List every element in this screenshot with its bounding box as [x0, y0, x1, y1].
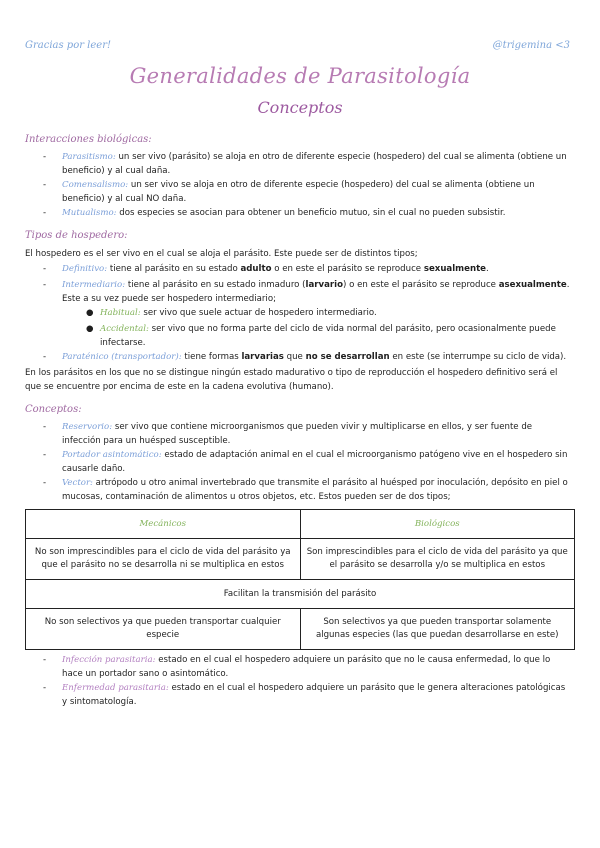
text: tiene al parásito en su estado — [107, 264, 241, 274]
list-item: - Reservorio: ser vivo que contiene microorganismos que pueden vivir y multiplicarse en ellos, y ser fuente de infección para un huésped susceptible. — [43, 422, 533, 446]
table-row — [26, 539, 575, 580]
list-item: - Portador asintomático: estado de adaptación animal en el cual el microorganismo patógeno vive en el hospedero sin causarle daño. — [43, 450, 568, 474]
definition: dos especies se asocian para obtener un beneficio mutuo, sin el cual no pueden subsistir. — [116, 208, 506, 218]
paragraph-intro: El hospedero es el ser vivo en el cual se aloja el parásito. Este puede ser de distintos tipos; — [25, 249, 418, 259]
bullet-habitual: ● Habitual: ser vivo que suele actuar de hospedero intermediario. — [86, 308, 377, 318]
text: que — [283, 352, 306, 362]
definition: un ser vivo (parásito) se aloja en otro de diferente especie (hospedero) del cual se alimenta (obtiene un beneficio) y al cual daña. — [62, 152, 567, 176]
definition: estado de adaptación animal en el cual el microorganismo patógeno vive en el hospedero sin causarle daño. — [62, 450, 568, 474]
list-item: - Enfermedad parasitaria: estado en el cual el hospedero adquiere un parásito que le genera alteraciones patológicas y sintomatología. — [43, 683, 566, 707]
table-row — [26, 580, 575, 609]
vector-table — [25, 509, 575, 650]
list-item: - Mutualismo: dos especies se asocian para obtener un beneficio mutuo, sin el cual no pueden subsistir. — [43, 208, 506, 218]
text: . Este a su vez puede ser hospedero intermediario; — [62, 280, 570, 304]
bold-text: sexualmente — [423, 264, 487, 274]
term: Infección parasitaria: — [62, 655, 156, 665]
term: Comensalismo: — [62, 180, 129, 190]
section-heading-tipos: Tipos de hospedero: — [25, 230, 128, 241]
term: Vector: — [62, 478, 93, 488]
text: ser vivo que suele actuar de hospedero intermediario. — [140, 308, 377, 318]
bold-text: larvarias — [241, 352, 284, 362]
term: Parasitismo: — [62, 152, 116, 162]
paragraph-closing: En los parásitos en los que no se distingue ningún estado madurativo o tipo de reproducción el hospedero definitivo será el que se encuentre por encima de este en la cadena evolutiva (humano). — [25, 368, 558, 392]
bullet-accidental: ● Accidental: ser vivo que no forma parte del ciclo de vida normal del parásito, pero ocasionalmente puede infectarse. — [86, 324, 556, 348]
bold-text: adulto — [240, 264, 272, 274]
text: en este (se interrumpe su ciclo de vida). — [389, 352, 567, 362]
table-header-cell: Biológicos — [300, 510, 575, 539]
list-item: - Infección parasitaria: estado en el cual el hospedero adquiere un parásito que no le causa enfermedad, lo que lo hace un portador sano o asintomático. — [43, 655, 551, 679]
section-heading-interacciones: Interacciones biológicas: — [25, 134, 152, 145]
list-item-intermediario: - Intermediario: tiene al parásito en su estado inmaduro (larvario) o en este el parásito se reproduce asexualmente. Este a su vez puede ser hospedero intermediario; — [43, 280, 570, 304]
term: Paraténico (transportador): — [62, 352, 182, 362]
table-header-row — [26, 510, 575, 539]
list-item-paratenico: - Paraténico (transportador): tiene formas larvarias que no se desarrollan en este (se interrumpe su ciclo de vida). — [43, 352, 567, 362]
section-heading-conceptos: Conceptos: — [25, 404, 82, 415]
bold-text: no se desarrollan — [305, 352, 390, 362]
text: tiene al parásito en su estado inmaduro ( — [125, 280, 306, 290]
table-cell: No son selectivos ya que pueden transportar cualquier especie — [26, 609, 301, 650]
bold-text: asexualmente — [498, 280, 567, 290]
text: ser vivo que no forma parte del ciclo de vida normal del parásito, pero ocasionalmente puede infectarse. — [100, 324, 556, 348]
text: o en este el parásito se reproduce — [271, 264, 424, 274]
bold-text: larvario — [305, 280, 344, 290]
term: Habitual: — [100, 308, 141, 318]
term: Reservorio: — [62, 422, 113, 432]
term: Accidental: — [100, 324, 149, 334]
list-item: - Vector: artrópodo u otro animal invertebrado que transmite el parásito al huésped por inoculación, depósito en piel o mucosas, contaminación de alimentos u otros objetos, etc. Estos pueden ser de dos tipos; — [43, 478, 568, 502]
text: ) o en este el parásito se reproduce — [343, 280, 499, 290]
header-left-text: Gracias por leer! — [25, 40, 112, 51]
list-item-definitivo: - Definitivo: tiene al parásito en su estado adulto o en este el parásito se reproduce sexualmente. — [43, 264, 489, 274]
text: . — [486, 264, 489, 274]
term: Mutualismo: — [62, 208, 117, 218]
text: tiene formas — [181, 352, 242, 362]
term: Definitivo: — [62, 264, 108, 274]
page-title: Generalidades de Parasitología — [129, 64, 471, 88]
table-header-cell: Mecánicos — [26, 510, 301, 539]
header-right-text: @trigemina <3 — [492, 40, 570, 51]
table-row — [26, 609, 575, 650]
term: Intermediario: — [62, 280, 126, 290]
page-subtitle: Conceptos — [257, 98, 343, 117]
list-item: - Comensalismo: un ser vivo se aloja en otro de diferente especie (hospedero) del cual se alimenta (obtiene un beneficio) y al cual NO daña. — [43, 180, 535, 204]
definition: estado en el cual el hospedero adquiere un parásito que no le causa enfermedad, lo que lo hace un portador sano o asintomático. — [62, 655, 551, 679]
term: Portador asintomático: — [62, 450, 162, 460]
definition: artrópodo u otro animal invertebrado que transmite el parásito al huésped por inoculación, depósito en piel o mucosas, contaminación de alimentos u otros objetos, etc. Estos pueden ser de dos tipos; — [62, 478, 568, 502]
table-cell: Son selectivos ya que pueden transportar solamente algunas especies (las que puedan desarrollarse en este) — [300, 609, 575, 650]
term: Enfermedad parasitaria: — [62, 683, 169, 693]
table-cell-shared: Facilitan la transmisión del parásito — [26, 580, 575, 609]
table-cell: Son imprescindibles para el ciclo de vida del parásito ya que el parásito se desarrolla y/o se multiplica en estos — [300, 539, 575, 580]
definition: ser vivo que contiene microorganismos que pueden vivir y multiplicarse en ellos, y ser fuente de infección para un huésped susceptible. — [62, 422, 533, 446]
definition: un ser vivo se aloja en otro de diferente especie (hospedero) del cual se alimenta (obtiene un beneficio) y al cual NO daña. — [62, 180, 535, 204]
table-cell: No son imprescindibles para el ciclo de vida del parásito ya que el parásito no se desarrolla ni se multiplica en estos — [26, 539, 301, 580]
definition: estado en el cual el hospedero adquiere un parásito que le genera alteraciones patológicas y sintomatología. — [62, 683, 566, 707]
list-item: - Parasitismo: un ser vivo (parásito) se aloja en otro de diferente especie (hospedero) del cual se alimenta (obtiene un beneficio) y al cual daña. — [43, 152, 567, 176]
